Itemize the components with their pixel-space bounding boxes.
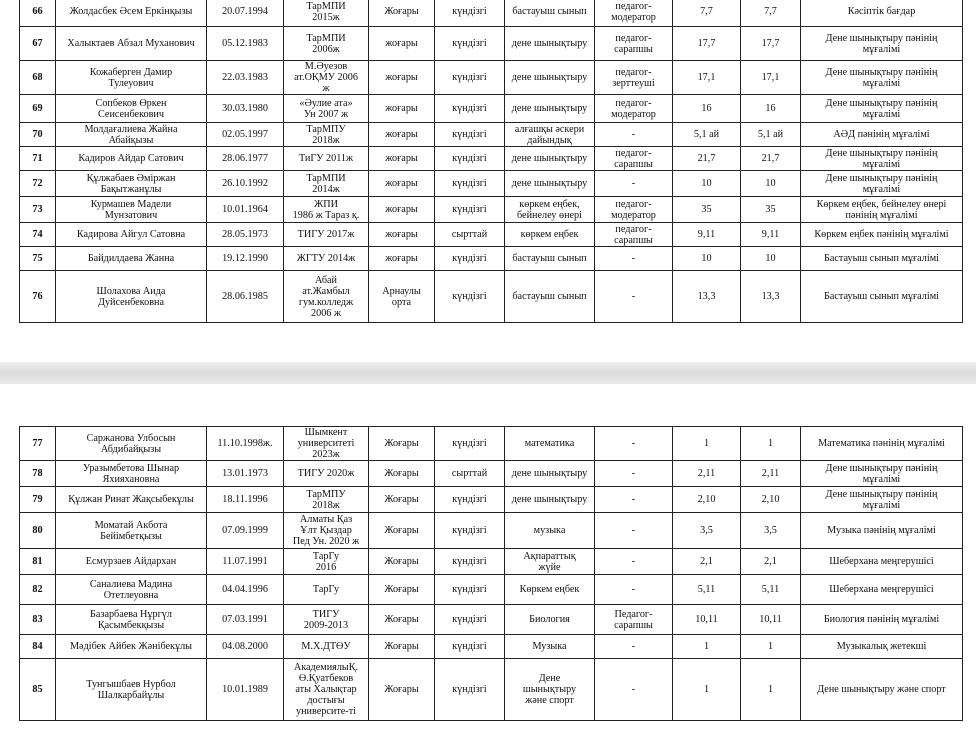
education-level-cell: Жоғары: [369, 461, 435, 487]
table-row: [20, 27, 963, 61]
education-institution-cell: ЖГТУ 2014ж: [284, 247, 369, 271]
study-form-cell: күндізгі: [435, 123, 505, 147]
position-cell: АӘД пәнінің мұғалімі: [801, 123, 963, 147]
position-cell: Көркем еңбек, бейнелеу өнері пәнінің мұғалімі: [801, 197, 963, 223]
full-name-cell: Саржанова Улбосын Абдибайқызы: [56, 427, 207, 461]
education-institution-cell: ТИГУ 2020ж: [284, 461, 369, 487]
education-level-cell: Жоғары: [369, 427, 435, 461]
study-form-cell: күндізгі: [435, 549, 505, 575]
table-row: [20, 223, 963, 247]
table-row: [20, 271, 963, 323]
specialty-cell: дене шынықтыру: [505, 171, 595, 197]
study-form-cell: күндізгі: [435, 635, 505, 659]
total-experience-cell: 35: [673, 197, 741, 223]
education-level-cell: жоғары: [369, 223, 435, 247]
position-cell: Дене шынықтыру пәнінің мұғалімі: [801, 147, 963, 171]
birth-date-cell: 28.06.1977: [207, 147, 284, 171]
table-row: [20, 247, 963, 271]
birth-date-cell: 13.01.1973: [207, 461, 284, 487]
qualification-category-cell: педагог- зерттеуші: [595, 61, 673, 95]
birth-date-cell: 07.09.1999: [207, 513, 284, 549]
row-number-cell: 80: [20, 513, 56, 549]
teaching-experience-cell: 1: [741, 427, 801, 461]
specialty-cell: көркем еңбек: [505, 223, 595, 247]
position-cell: Дене шынықтыру пәнінің мұғалімі: [801, 171, 963, 197]
position-cell: Көркем еңбек пәнінің мұғалімі: [801, 223, 963, 247]
qualification-category-cell: педагог- сарапшы: [595, 27, 673, 61]
row-number-cell: 72: [20, 171, 56, 197]
education-level-cell: Жоғары: [369, 575, 435, 605]
table-row: [20, 461, 963, 487]
position-cell: Шеберхана меңгерушісі: [801, 549, 963, 575]
specialty-cell: Музыка: [505, 635, 595, 659]
position-cell: Дене шынықтыру және спорт: [801, 659, 963, 721]
document-page-2: [0, 384, 976, 736]
table-row: [20, 427, 963, 461]
birth-date-cell: 11.10.1998ж.: [207, 427, 284, 461]
full-name-cell: Молдағалиева Жайна Абайқызы: [56, 123, 207, 147]
qualification-category-cell: -: [595, 171, 673, 197]
total-experience-cell: 3,5: [673, 513, 741, 549]
table-row: [20, 549, 963, 575]
staff-table-body-page-2: [20, 427, 963, 721]
total-experience-cell: 2,1: [673, 549, 741, 575]
birth-date-cell: 11.07.1991: [207, 549, 284, 575]
qualification-category-cell: педагог- сарапшы: [595, 147, 673, 171]
specialty-cell: Көркем еңбек: [505, 575, 595, 605]
row-number-cell: 73: [20, 197, 56, 223]
row-number-cell: 83: [20, 605, 56, 635]
teaching-experience-cell: 10: [741, 247, 801, 271]
full-name-cell: Сопбеков Өркен Сеисенбекович: [56, 95, 207, 123]
table-row: [20, 123, 963, 147]
teaching-experience-cell: 3,5: [741, 513, 801, 549]
qualification-category-cell: -: [595, 659, 673, 721]
study-form-cell: сырттай: [435, 461, 505, 487]
staff-table-page-2: [19, 426, 963, 721]
birth-date-cell: 02.05.1997: [207, 123, 284, 147]
row-number-cell: 78: [20, 461, 56, 487]
teaching-experience-cell: 17,7: [741, 27, 801, 61]
row-number-cell: 81: [20, 549, 56, 575]
total-experience-cell: 1: [673, 635, 741, 659]
education-level-cell: Жоғары: [369, 549, 435, 575]
education-institution-cell: АкадемиялыҚ. Ө.Қуатбеков аты Халықтар достығы университе-ті: [284, 659, 369, 721]
birth-date-cell: 28.05.1973: [207, 223, 284, 247]
birth-date-cell: 28.06.1985: [207, 271, 284, 323]
education-level-cell: жоғары: [369, 197, 435, 223]
position-cell: Шеберхана меңгерушісі: [801, 575, 963, 605]
table-row: [20, 95, 963, 123]
full-name-cell: Курмашев Мадели Мунзатович: [56, 197, 207, 223]
specialty-cell: Ақпараттық жүйе: [505, 549, 595, 575]
teaching-experience-cell: 5,11: [741, 575, 801, 605]
study-form-cell: күндізгі: [435, 659, 505, 721]
education-level-cell: жоғары: [369, 123, 435, 147]
education-level-cell: жоғары: [369, 247, 435, 271]
specialty-cell: дене шынықтыру: [505, 487, 595, 513]
study-form-cell: күндізгі: [435, 27, 505, 61]
table-row: [20, 659, 963, 721]
education-level-cell: жоғары: [369, 61, 435, 95]
qualification-category-cell: -: [595, 461, 673, 487]
specialty-cell: дене шынықтыру: [505, 147, 595, 171]
birth-date-cell: 04.04.1996: [207, 575, 284, 605]
study-form-cell: күндізгі: [435, 575, 505, 605]
education-institution-cell: Абай ат.Жамбыл гум.колледж 2006 ж: [284, 271, 369, 323]
row-number-cell: 70: [20, 123, 56, 147]
full-name-cell: Құлжан Ринат Жақсыбекұлы: [56, 487, 207, 513]
study-form-cell: күндізгі: [435, 61, 505, 95]
birth-date-cell: 10.01.1964: [207, 197, 284, 223]
qualification-category-cell: -: [595, 427, 673, 461]
row-number-cell: 76: [20, 271, 56, 323]
row-number-cell: 74: [20, 223, 56, 247]
row-number-cell: 71: [20, 147, 56, 171]
education-institution-cell: ТарГу 2016: [284, 549, 369, 575]
table-row: [20, 635, 963, 659]
position-cell: Дене шынықтыру пәнінің мұғалімі: [801, 95, 963, 123]
education-institution-cell: ТиГУ 2011ж: [284, 147, 369, 171]
specialty-cell: Дене шынықтыру және спорт: [505, 659, 595, 721]
row-number-cell: 66: [20, 0, 56, 27]
education-institution-cell: М.Х.ДТӨУ: [284, 635, 369, 659]
full-name-cell: Шолахова Аида Дуйсенбековна: [56, 271, 207, 323]
row-number-cell: 68: [20, 61, 56, 95]
study-form-cell: күндізгі: [435, 247, 505, 271]
qualification-category-cell: -: [595, 635, 673, 659]
education-level-cell: жоғары: [369, 95, 435, 123]
full-name-cell: Жолдасбек Әсем Еркінқызы: [56, 0, 207, 27]
staff-table-page-1: [19, 0, 963, 323]
education-institution-cell: ТарМПУ 2018ж: [284, 487, 369, 513]
teaching-experience-cell: 17,1: [741, 61, 801, 95]
total-experience-cell: 2,11: [673, 461, 741, 487]
total-experience-cell: 7,7: [673, 0, 741, 27]
table-row: [20, 171, 963, 197]
study-form-cell: күндізгі: [435, 487, 505, 513]
qualification-category-cell: -: [595, 513, 673, 549]
total-experience-cell: 17,1: [673, 61, 741, 95]
specialty-cell: музыка: [505, 513, 595, 549]
total-experience-cell: 5,1 ай: [673, 123, 741, 147]
education-institution-cell: ТарМПИ 2015ж: [284, 0, 369, 27]
education-institution-cell: Шымкент университеті 2023ж: [284, 427, 369, 461]
full-name-cell: Саналиева Мадина Отетлеуовна: [56, 575, 207, 605]
table-row: [20, 487, 963, 513]
study-form-cell: сырттай: [435, 223, 505, 247]
specialty-cell: бастауыш сынып: [505, 271, 595, 323]
table-row: [20, 197, 963, 223]
specialty-cell: бастауыш сынып: [505, 247, 595, 271]
education-institution-cell: Алматы Қаз Ұлт Қыздар Пед Ун. 2020 ж: [284, 513, 369, 549]
position-cell: Бастауыш сынып мұғалімі: [801, 271, 963, 323]
document-page-1: [0, 0, 976, 362]
specialty-cell: алғашқы әскери дайындық: [505, 123, 595, 147]
position-cell: Дене шынықтыру пәнінің мұғалімі: [801, 461, 963, 487]
full-name-cell: Байдилдаева Жанна: [56, 247, 207, 271]
row-number-cell: 79: [20, 487, 56, 513]
specialty-cell: көркем еңбек, бейнелеу өнері: [505, 197, 595, 223]
specialty-cell: Биология: [505, 605, 595, 635]
education-institution-cell: ТарГу: [284, 575, 369, 605]
teaching-experience-cell: 5,1 ай: [741, 123, 801, 147]
birth-date-cell: 30.03.1980: [207, 95, 284, 123]
education-institution-cell: ТИГУ 2017ж: [284, 223, 369, 247]
row-number-cell: 69: [20, 95, 56, 123]
birth-date-cell: 20.07.1994: [207, 0, 284, 27]
education-level-cell: Жоғары: [369, 487, 435, 513]
education-institution-cell: М.Әуезов ат.ОҚМУ 2006 ж: [284, 61, 369, 95]
full-name-cell: Есмурзаев Айдархан: [56, 549, 207, 575]
teaching-experience-cell: 2,1: [741, 549, 801, 575]
full-name-cell: Мәдібек Айбек Жәнібекұлы: [56, 635, 207, 659]
table-row: [20, 147, 963, 171]
qualification-category-cell: -: [595, 123, 673, 147]
table-row: [20, 575, 963, 605]
specialty-cell: дене шынықтыру: [505, 27, 595, 61]
study-form-cell: күндізгі: [435, 513, 505, 549]
education-institution-cell: ТарМПУ 2018ж: [284, 123, 369, 147]
birth-date-cell: 05.12.1983: [207, 27, 284, 61]
row-number-cell: 85: [20, 659, 56, 721]
qualification-category-cell: -: [595, 487, 673, 513]
row-number-cell: 67: [20, 27, 56, 61]
position-cell: Дене шынықтыру пәнінің мұғалімі: [801, 487, 963, 513]
full-name-cell: Халыктаев Абзал Муханович: [56, 27, 207, 61]
education-level-cell: Жоғары: [369, 0, 435, 27]
birth-date-cell: 26.10.1992: [207, 171, 284, 197]
teaching-experience-cell: 2,11: [741, 461, 801, 487]
full-name-cell: Кадиров Айдар Сатович: [56, 147, 207, 171]
position-cell: Музыкалық жетекші: [801, 635, 963, 659]
education-institution-cell: «Әулие ата» Ун 2007 ж: [284, 95, 369, 123]
total-experience-cell: 10: [673, 171, 741, 197]
qualification-category-cell: -: [595, 549, 673, 575]
teaching-experience-cell: 21,7: [741, 147, 801, 171]
teaching-experience-cell: 1: [741, 635, 801, 659]
staff-table-body-page-1: [20, 0, 963, 323]
table-row: [20, 605, 963, 635]
education-level-cell: жоғары: [369, 171, 435, 197]
birth-date-cell: 10.01.1989: [207, 659, 284, 721]
teaching-experience-cell: 13,3: [741, 271, 801, 323]
position-cell: Бастауыш сынып мұғалімі: [801, 247, 963, 271]
teaching-experience-cell: 1: [741, 659, 801, 721]
study-form-cell: күндізгі: [435, 271, 505, 323]
study-form-cell: күндізгі: [435, 427, 505, 461]
education-level-cell: Жоғары: [369, 635, 435, 659]
total-experience-cell: 1: [673, 427, 741, 461]
full-name-cell: Уразымбетова Шынар Яхияхановна: [56, 461, 207, 487]
teaching-experience-cell: 7,7: [741, 0, 801, 27]
total-experience-cell: 5,11: [673, 575, 741, 605]
teaching-experience-cell: 35: [741, 197, 801, 223]
qualification-category-cell: педагог- сарапшы: [595, 223, 673, 247]
qualification-category-cell: -: [595, 247, 673, 271]
table-row: [20, 61, 963, 95]
position-cell: Биология пәнінің мұғалімі: [801, 605, 963, 635]
full-name-cell: Кожаберген Дамир Тулеуович: [56, 61, 207, 95]
total-experience-cell: 13,3: [673, 271, 741, 323]
full-name-cell: Кадирова Айгул Сатовна: [56, 223, 207, 247]
row-number-cell: 84: [20, 635, 56, 659]
specialty-cell: дене шынықтыру: [505, 95, 595, 123]
birth-date-cell: 07.03.1991: [207, 605, 284, 635]
education-institution-cell: ТарМПИ 2014ж: [284, 171, 369, 197]
full-name-cell: Базарбаева Нұргүл Қасымбекқызы: [56, 605, 207, 635]
study-form-cell: күндізгі: [435, 147, 505, 171]
position-cell: Кәсіптік бағдар: [801, 0, 963, 27]
teaching-experience-cell: 10,11: [741, 605, 801, 635]
education-level-cell: Жоғары: [369, 659, 435, 721]
birth-date-cell: 18.11.1996: [207, 487, 284, 513]
total-experience-cell: 2,10: [673, 487, 741, 513]
row-number-cell: 82: [20, 575, 56, 605]
study-form-cell: күндізгі: [435, 95, 505, 123]
study-form-cell: күндізгі: [435, 605, 505, 635]
study-form-cell: күндізгі: [435, 197, 505, 223]
total-experience-cell: 21,7: [673, 147, 741, 171]
education-institution-cell: ТарМПИ 2006ж: [284, 27, 369, 61]
education-level-cell: Арнаулы орта: [369, 271, 435, 323]
total-experience-cell: 16: [673, 95, 741, 123]
qualification-category-cell: педагог- модератор: [595, 0, 673, 27]
qualification-category-cell: Педагог- сарапшы: [595, 605, 673, 635]
specialty-cell: математика: [505, 427, 595, 461]
specialty-cell: бастауыш сынып: [505, 0, 595, 27]
specialty-cell: дене шынықтыру: [505, 61, 595, 95]
total-experience-cell: 1: [673, 659, 741, 721]
teaching-experience-cell: 10: [741, 171, 801, 197]
qualification-category-cell: педагог- модератор: [595, 197, 673, 223]
birth-date-cell: 04.08.2000: [207, 635, 284, 659]
qualification-category-cell: педагог- модератор: [595, 95, 673, 123]
education-level-cell: жоғары: [369, 27, 435, 61]
qualification-category-cell: -: [595, 271, 673, 323]
full-name-cell: Құлжабаев Әміржан Бақытжанұлы: [56, 171, 207, 197]
total-experience-cell: 10: [673, 247, 741, 271]
position-cell: Музыка пәнінің мұғалімі: [801, 513, 963, 549]
table-row: [20, 0, 963, 27]
row-number-cell: 75: [20, 247, 56, 271]
birth-date-cell: 19.12.1990: [207, 247, 284, 271]
total-experience-cell: 10,11: [673, 605, 741, 635]
full-name-cell: Тунгышбаев Нурбол Шалкарбайұлы: [56, 659, 207, 721]
education-institution-cell: ЖПИ 1986 ж Тараз қ.: [284, 197, 369, 223]
teaching-experience-cell: 9,11: [741, 223, 801, 247]
birth-date-cell: 22.03.1983: [207, 61, 284, 95]
study-form-cell: күндізгі: [435, 171, 505, 197]
row-number-cell: 77: [20, 427, 56, 461]
study-form-cell: күндізгі: [435, 0, 505, 27]
full-name-cell: Моматай Акбота Бейімбетқызы: [56, 513, 207, 549]
qualification-category-cell: -: [595, 575, 673, 605]
teaching-experience-cell: 16: [741, 95, 801, 123]
table-row: [20, 513, 963, 549]
position-cell: Математика пәнінің мұғалімі: [801, 427, 963, 461]
education-level-cell: Жоғары: [369, 605, 435, 635]
teaching-experience-cell: 2,10: [741, 487, 801, 513]
total-experience-cell: 17,7: [673, 27, 741, 61]
specialty-cell: дене шынықтыру: [505, 461, 595, 487]
education-institution-cell: ТИГУ 2009-2013: [284, 605, 369, 635]
total-experience-cell: 9,11: [673, 223, 741, 247]
education-level-cell: жоғары: [369, 147, 435, 171]
education-level-cell: Жоғары: [369, 513, 435, 549]
position-cell: Дене шынықтыру пәнінің мұғалімі: [801, 61, 963, 95]
position-cell: Дене шынықтыру пәнінің мұғалімі: [801, 27, 963, 61]
page-separator: [0, 362, 976, 384]
